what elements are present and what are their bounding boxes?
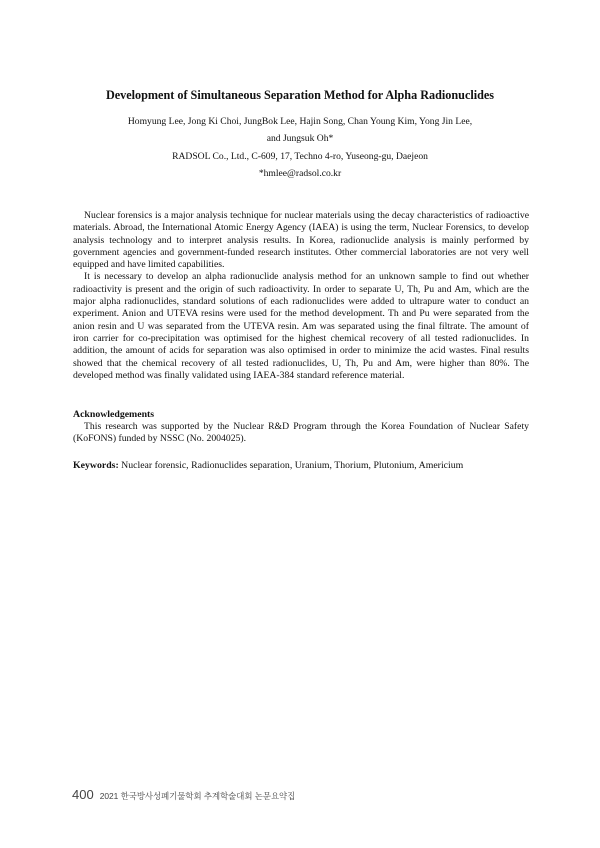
abstract-paragraph: Nuclear forensics is a major analysis technique for nuclear materials using the decay characteristics of radioactive materials. Abroad, the International Atomic Energy Agency (IAEA) is using the term, Nuclear Forensics, to develop analysis technology and to interpret analysis results. In Korea, radionuclide analysis is mainly performed by government agencies and government-funded research institutes. Other commercial laboratories are not very well equipped and have limited capabilities. [73, 210, 529, 271]
acknowledgements-heading: Acknowledgements [73, 409, 155, 420]
paper-title: Development of Simultaneous Separation Method for Alpha Radionuclides [105, 88, 495, 102]
acknowledgements-body [73, 421, 529, 446]
keywords-text: Nuclear forensic, Radionuclides separation, Uranium, Thorium, Plutonium, Americium [118, 460, 464, 471]
page-number: 400 [72, 787, 94, 802]
keywords-line [73, 460, 529, 471]
page-footer [72, 787, 295, 802]
abstract-body [73, 210, 529, 382]
abstract-paragraph: It is necessary to develop an alpha radionuclide analysis method for an unknown sample to find out whether radioactivity is present and the origin of such radioactivity. In order to separate U, Th, Pu and Am, which are the major alpha radionuclides, standard solutions of each radionuclides were added to ultrapure water to conduct an experiment. Anion and UTEVA resins were used for the method development. Th and Pu were separated from the anion resin and U was separated from the UTEVA resin. Am was separated using the final filtrate. The amount of iron carrier for co-precipitation was optimised for the highest chemical recovery of all tested radionuclides. In addition, the amount of acids for separation was also optimised in order to minimize the acid wastes. Final results showed that the chemical recovery of all tested radionuclides, U, Th, Pu and Am, were higher than 80%. The developed method was finally validated using IAEA-384 standard reference material. [73, 271, 529, 381]
keywords-label: Keywords: [73, 460, 119, 471]
journal-name: 2021 한국방사성폐기물학회 추계학술대회 논문요약집 [99, 791, 296, 801]
author-list-continued: and Jungsuk Oh* [266, 133, 334, 144]
author-list: Homyung Lee, Jong Ki Choi, JungBok Lee, Hajin Song, Chan Young Kim, Yong Jin Lee, [127, 116, 473, 127]
affiliation: RADSOL Co., Ltd., C-609, 17, Techno 4-ro, Yuseong-gu, Daejeon [172, 151, 428, 162]
acknowledgements-text: This research was supported by the Nuclear R&D Program through the Korea Foundation of Nuclear Safety (KoFONS) funded by NSSC (No. 2004025). [73, 421, 529, 445]
corresponding-email: *hmlee@radsol.co.kr [258, 168, 342, 179]
